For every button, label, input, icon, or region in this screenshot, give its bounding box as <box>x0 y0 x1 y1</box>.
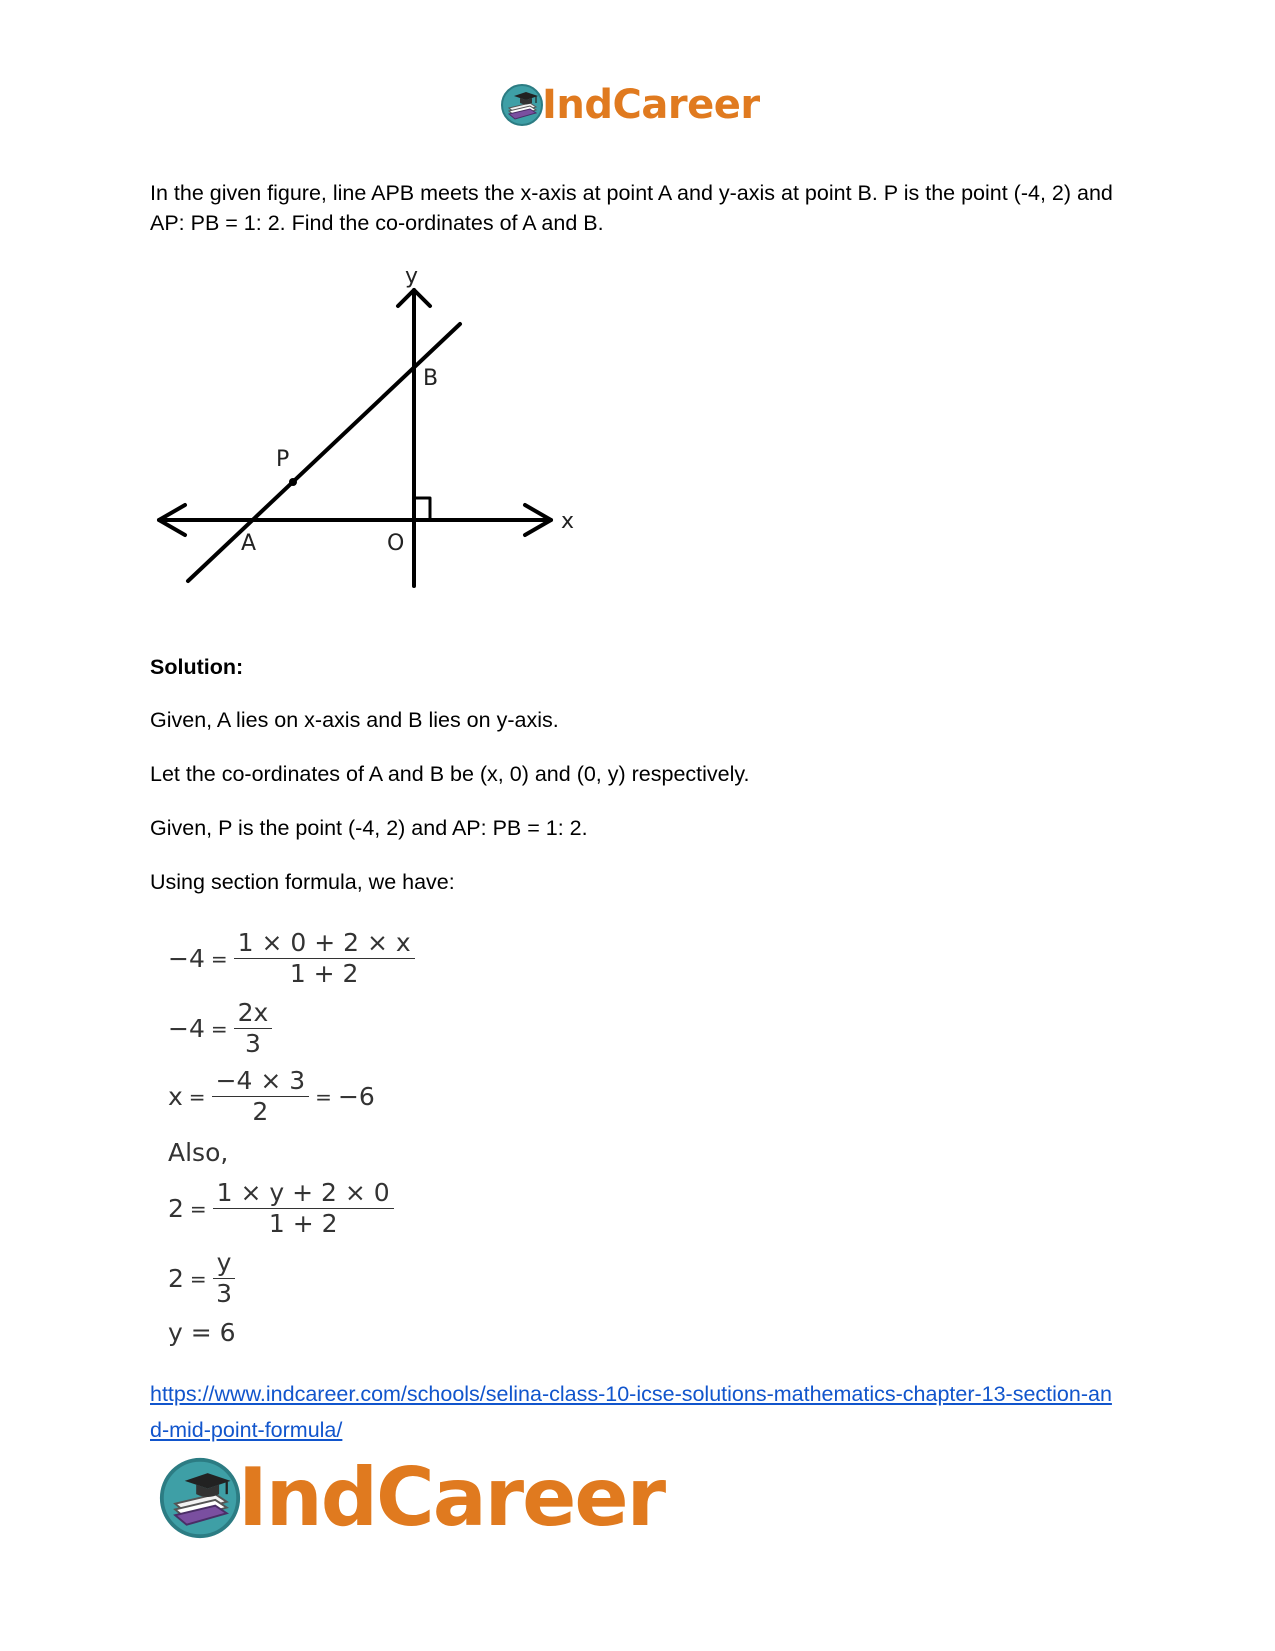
math-fraction <box>213 1250 236 1308</box>
coordinate-figure <box>155 268 615 613</box>
label-p: P <box>276 447 290 472</box>
math-denominator: 2 <box>252 1097 269 1127</box>
math-row-3 <box>168 1068 375 1126</box>
math-numerator: 1 × 0 + 2 × x <box>234 930 415 959</box>
math-fraction <box>213 1180 394 1238</box>
math-denominator: 3 <box>216 1279 233 1309</box>
graduation-cap-book-icon <box>158 1456 242 1540</box>
math-row-6 <box>168 1250 235 1308</box>
math-working <box>168 930 468 1350</box>
math-lhs: 2 <box>168 1264 184 1294</box>
footer-logo <box>158 1448 698 1548</box>
math-also: Also, <box>168 1138 229 1167</box>
math-fraction <box>234 930 415 988</box>
solution-line: Given, A lies on x-axis and B lies on y-axis. <box>150 708 559 732</box>
math-row-1 <box>168 930 415 988</box>
label-o: O <box>387 531 405 556</box>
source-link[interactable]: https://www.indcareer.com/schools/selina-class-10-icse-solutions-mathematics-chapter-13-section-and-mid-point-formula/ <box>150 1382 1112 1442</box>
math-equals: = <box>315 1084 332 1109</box>
math-denominator: 1 + 2 <box>268 1209 338 1239</box>
math-numerator: y <box>213 1250 236 1279</box>
solution-heading: Solution: <box>150 655 244 679</box>
graduation-cap-book-icon <box>500 83 544 127</box>
math-equals: = <box>189 1266 207 1291</box>
logo-wordmark: IndCareer <box>542 82 760 128</box>
math-equals: = <box>210 946 228 971</box>
question-text: In the given figure, line APB meets the x-axis at point A and y-axis at point B. P is the point (-4, 2) and AP: PB = 1: 2. Find the co-ordinates of A and B. <box>150 181 1113 235</box>
line-apb <box>188 324 460 581</box>
math-lhs: 2 <box>168 1194 184 1224</box>
label-a: A <box>241 531 257 556</box>
solution-line: Given, P is the point (-4, 2) and AP: PB = 1: 2. <box>150 816 588 840</box>
label-y: y <box>405 268 419 289</box>
right-angle-marker <box>414 498 430 520</box>
math-rhs: −6 <box>337 1082 375 1112</box>
math-equals: = <box>188 1084 206 1109</box>
math-equals: = <box>210 1016 228 1041</box>
solution-line: Let the co-ordinates of A and B be (x, 0) and (0, y) respectively. <box>150 762 750 786</box>
math-lhs: −4 <box>168 1014 205 1044</box>
math-row-2 <box>168 1000 272 1058</box>
math-denominator: 3 <box>245 1029 261 1059</box>
point-p-marker <box>289 478 297 486</box>
math-numerator: 1 × y + 2 × 0 <box>213 1180 394 1209</box>
header-logo <box>500 78 780 132</box>
label-x: x <box>561 509 575 534</box>
logo-wordmark: IndCareer <box>238 1451 665 1544</box>
math-fraction <box>234 1000 273 1058</box>
label-b: B <box>423 366 439 391</box>
math-lhs: −4 <box>168 944 205 974</box>
math-lhs: x <box>168 1082 183 1112</box>
math-row-7: y = 6 <box>168 1318 236 1347</box>
solution-line: Using section formula, we have: <box>150 870 455 894</box>
math-row-5 <box>168 1180 394 1238</box>
math-equals: = <box>189 1196 207 1221</box>
math-numerator: −4 × 3 <box>212 1068 310 1097</box>
math-numerator: 2x <box>234 1000 273 1029</box>
math-fraction <box>212 1068 310 1126</box>
math-denominator: 1 + 2 <box>289 959 359 989</box>
